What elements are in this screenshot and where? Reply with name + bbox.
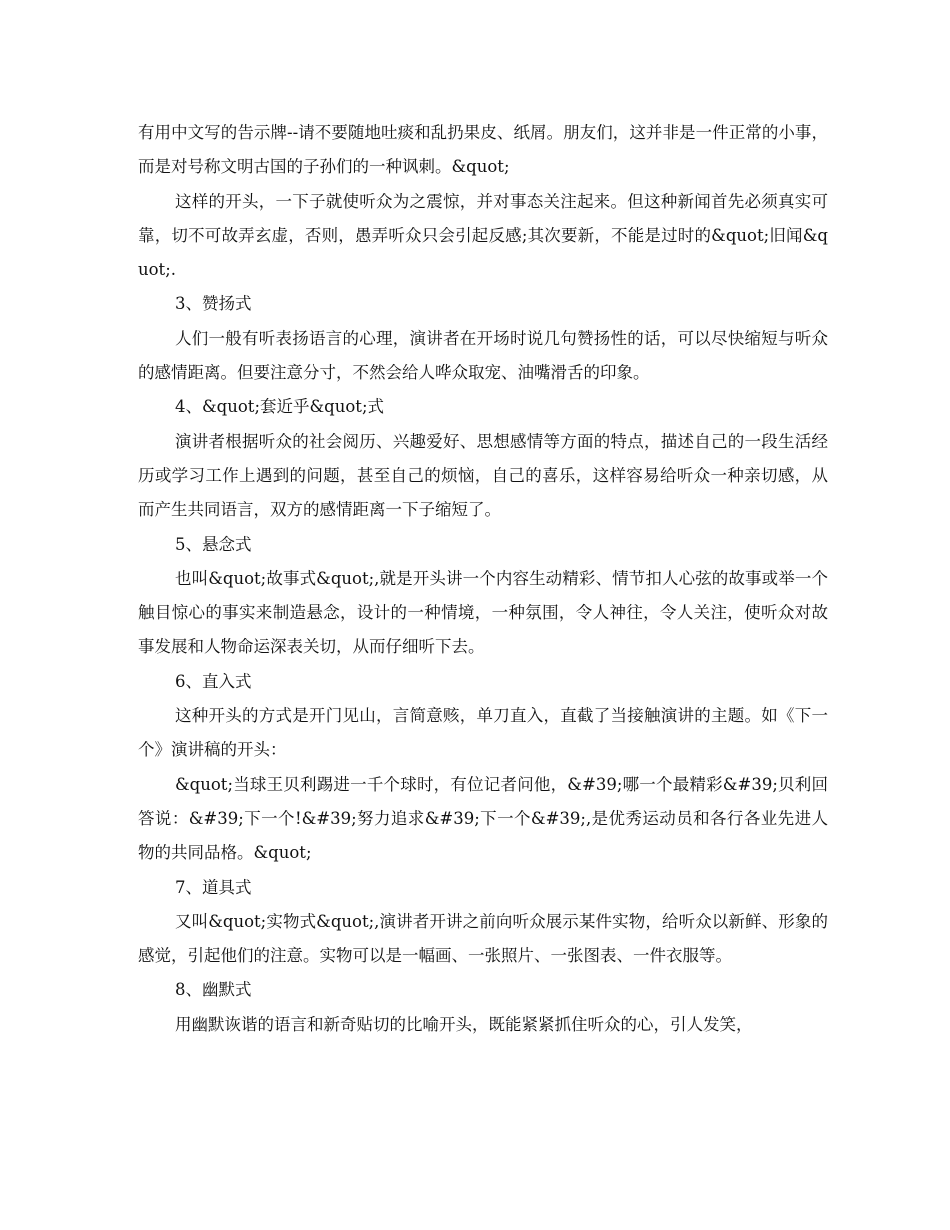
section-heading: 5、悬念式	[175, 534, 252, 554]
paragraph: 演讲者根据听众的社会阅历、兴趣爱好、思想感情等方面的特点，描述自己的一段生活经历或学习工作上遇到的问题，甚至自己的烦恼，自己的喜乐，这样容易给听众一种亲切感，从而产生共同语言，双方的感情距离一下子缩短了。	[138, 431, 828, 520]
paragraph: 用幽默诙谐的语言和新奇贴切的比喻开头，既能紧紧抓住听众的心，引人发笑，	[175, 1014, 753, 1034]
section-heading: 8、幽默式	[175, 980, 252, 1000]
quote-paragraph: &quot;当球王贝利踢进一千个球时，有位记者问他，&#39;哪一个最精彩&#39;贝利回答说：&#39;下一个!&#39;努力追求&#39;下一个&#39;,是优秀运动员和各行各业先进人物的共同品格。&quot;	[138, 774, 828, 863]
paragraph: 有用中文写的告示牌--请不要随地吐痰和乱扔果皮、纸屑。朋友们，这并非是一件正常的小事，而是对号称文明古国的子孙们的一种讽刺。&quot;	[138, 123, 828, 177]
paragraph: 也叫&quot;故事式&quot;,就是开头讲一个内容生动精彩、情节扣人心弦的故事或举一个触目惊心的事实来制造悬念，设计的一种情境，一种氛围，令人神往，令人关注，使听众对故事发展和人物命运深表关切，从而仔细听下去。	[138, 568, 828, 657]
section-heading: 4、&quot;套近乎&quot;式	[175, 397, 384, 417]
section-heading: 6、直入式	[175, 671, 252, 691]
paragraph: 人们一般有听表扬语言的心理，演讲者在开场时说几句赞扬性的话，可以尽快缩短与听众的感情距离。但要注意分寸，不然会给人哗众取宠、油嘴滑舌的印象。	[138, 328, 828, 383]
section-heading: 7、道具式	[175, 877, 252, 897]
paragraph: 这种开头的方式是开门见山，言简意赅，单刀直入，直截了当接触演讲的主题。如《下一个》演讲稿的开头：	[138, 706, 828, 760]
section-heading: 3、赞扬式	[175, 294, 252, 314]
paragraph: 又叫&quot;实物式&quot;,演讲者开讲之前向听众展示某件实物，给听众以新鲜、形象的感觉，引起他们的注意。实物可以是一幅画、一张照片、一张图表、一件衣服等。	[138, 911, 828, 966]
paragraph: 这样的开头，一下子就使听众为之震惊，并对事态关注起来。但这种新闻首先必须真实可靠，切不可故弄玄虚，否则，愚弄听众只会引起反感;其次要新，不能是过时的&quot;旧闻&quot;.	[138, 191, 828, 280]
document-page	[138, 116, 828, 1042]
